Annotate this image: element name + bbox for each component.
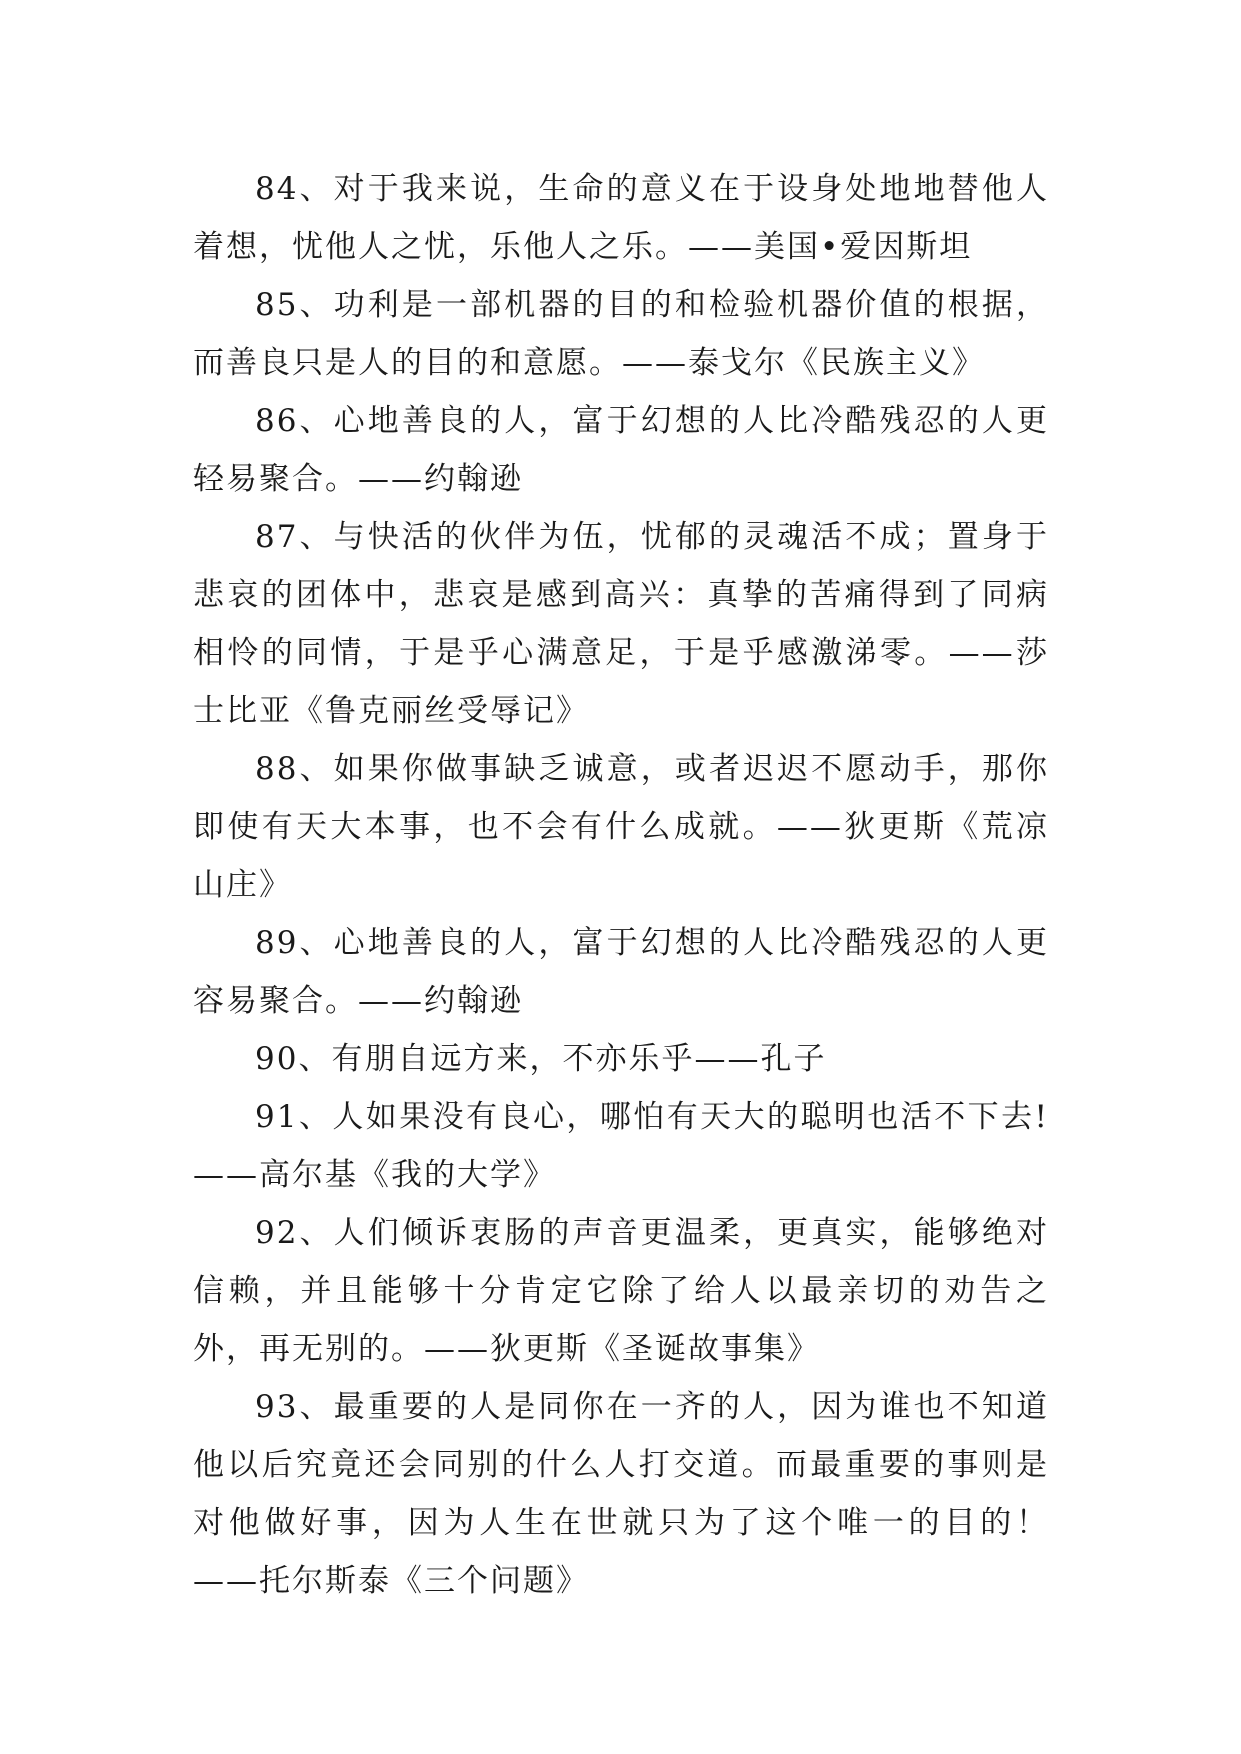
quote-paragraph-86: 86、心地善良的人，富于幻想的人比冷酷残忍的人更轻易聚合。——约翰逊: [193, 403, 1049, 497]
quote-paragraph-89: 89、心地善良的人，富于幻想的人比冷酷残忍的人更容易聚合。——约翰逊: [193, 925, 1049, 1019]
quote-paragraph-90: 90、有朋自远方来，不亦乐乎——孔子: [255, 1041, 827, 1077]
quote-paragraph-93: 93、最重要的人是同你在一齐的人，因为谁也不知道他以后究竟还会同别的什么人打交道。而最重要的事则是对他做好事，因为人生在世就只为了这个唯一的目的！——托尔斯泰《三个问题》: [193, 1389, 1049, 1599]
quote-paragraph-84: 84、对于我来说，生命的意义在于设身处地地替他人着想，忧他人之忧，乐他人之乐。——美国•爱因斯坦: [193, 171, 1049, 265]
quote-paragraph-91: 91、人如果没有良心，哪怕有天大的聪明也活不下去!——高尔基《我的大学》: [193, 1099, 1049, 1193]
quote-paragraph-87: 87、与快活的伙伴为伍，忧郁的灵魂活不成；置身于悲哀的团体中，悲哀是感到高兴：真挚的苦痛得到了同病相怜的同情，于是乎心满意足，于是乎感激涕零。——莎士比亚《鲁克丽丝受辱记》: [193, 519, 1049, 729]
quote-paragraph-85: 85、功利是一部机器的目的和检验机器价值的根据，而善良只是人的目的和意愿。——泰戈尔《民族主义》: [193, 287, 1049, 381]
quote-paragraph-88: 88、如果你做事缺乏诚意，或者迟迟不愿动手，那你即使有天大本事，也不会有什么成就。——狄更斯《荒凉山庄》: [193, 751, 1049, 903]
quote-paragraph-92: 92、人们倾诉衷肠的声音更温柔，更真实，能够绝对信赖，并且能够十分肯定它除了给人以最亲切的劝告之外，再无别的。——狄更斯《圣诞故事集》: [193, 1215, 1049, 1367]
document-body: [193, 160, 1049, 1610]
